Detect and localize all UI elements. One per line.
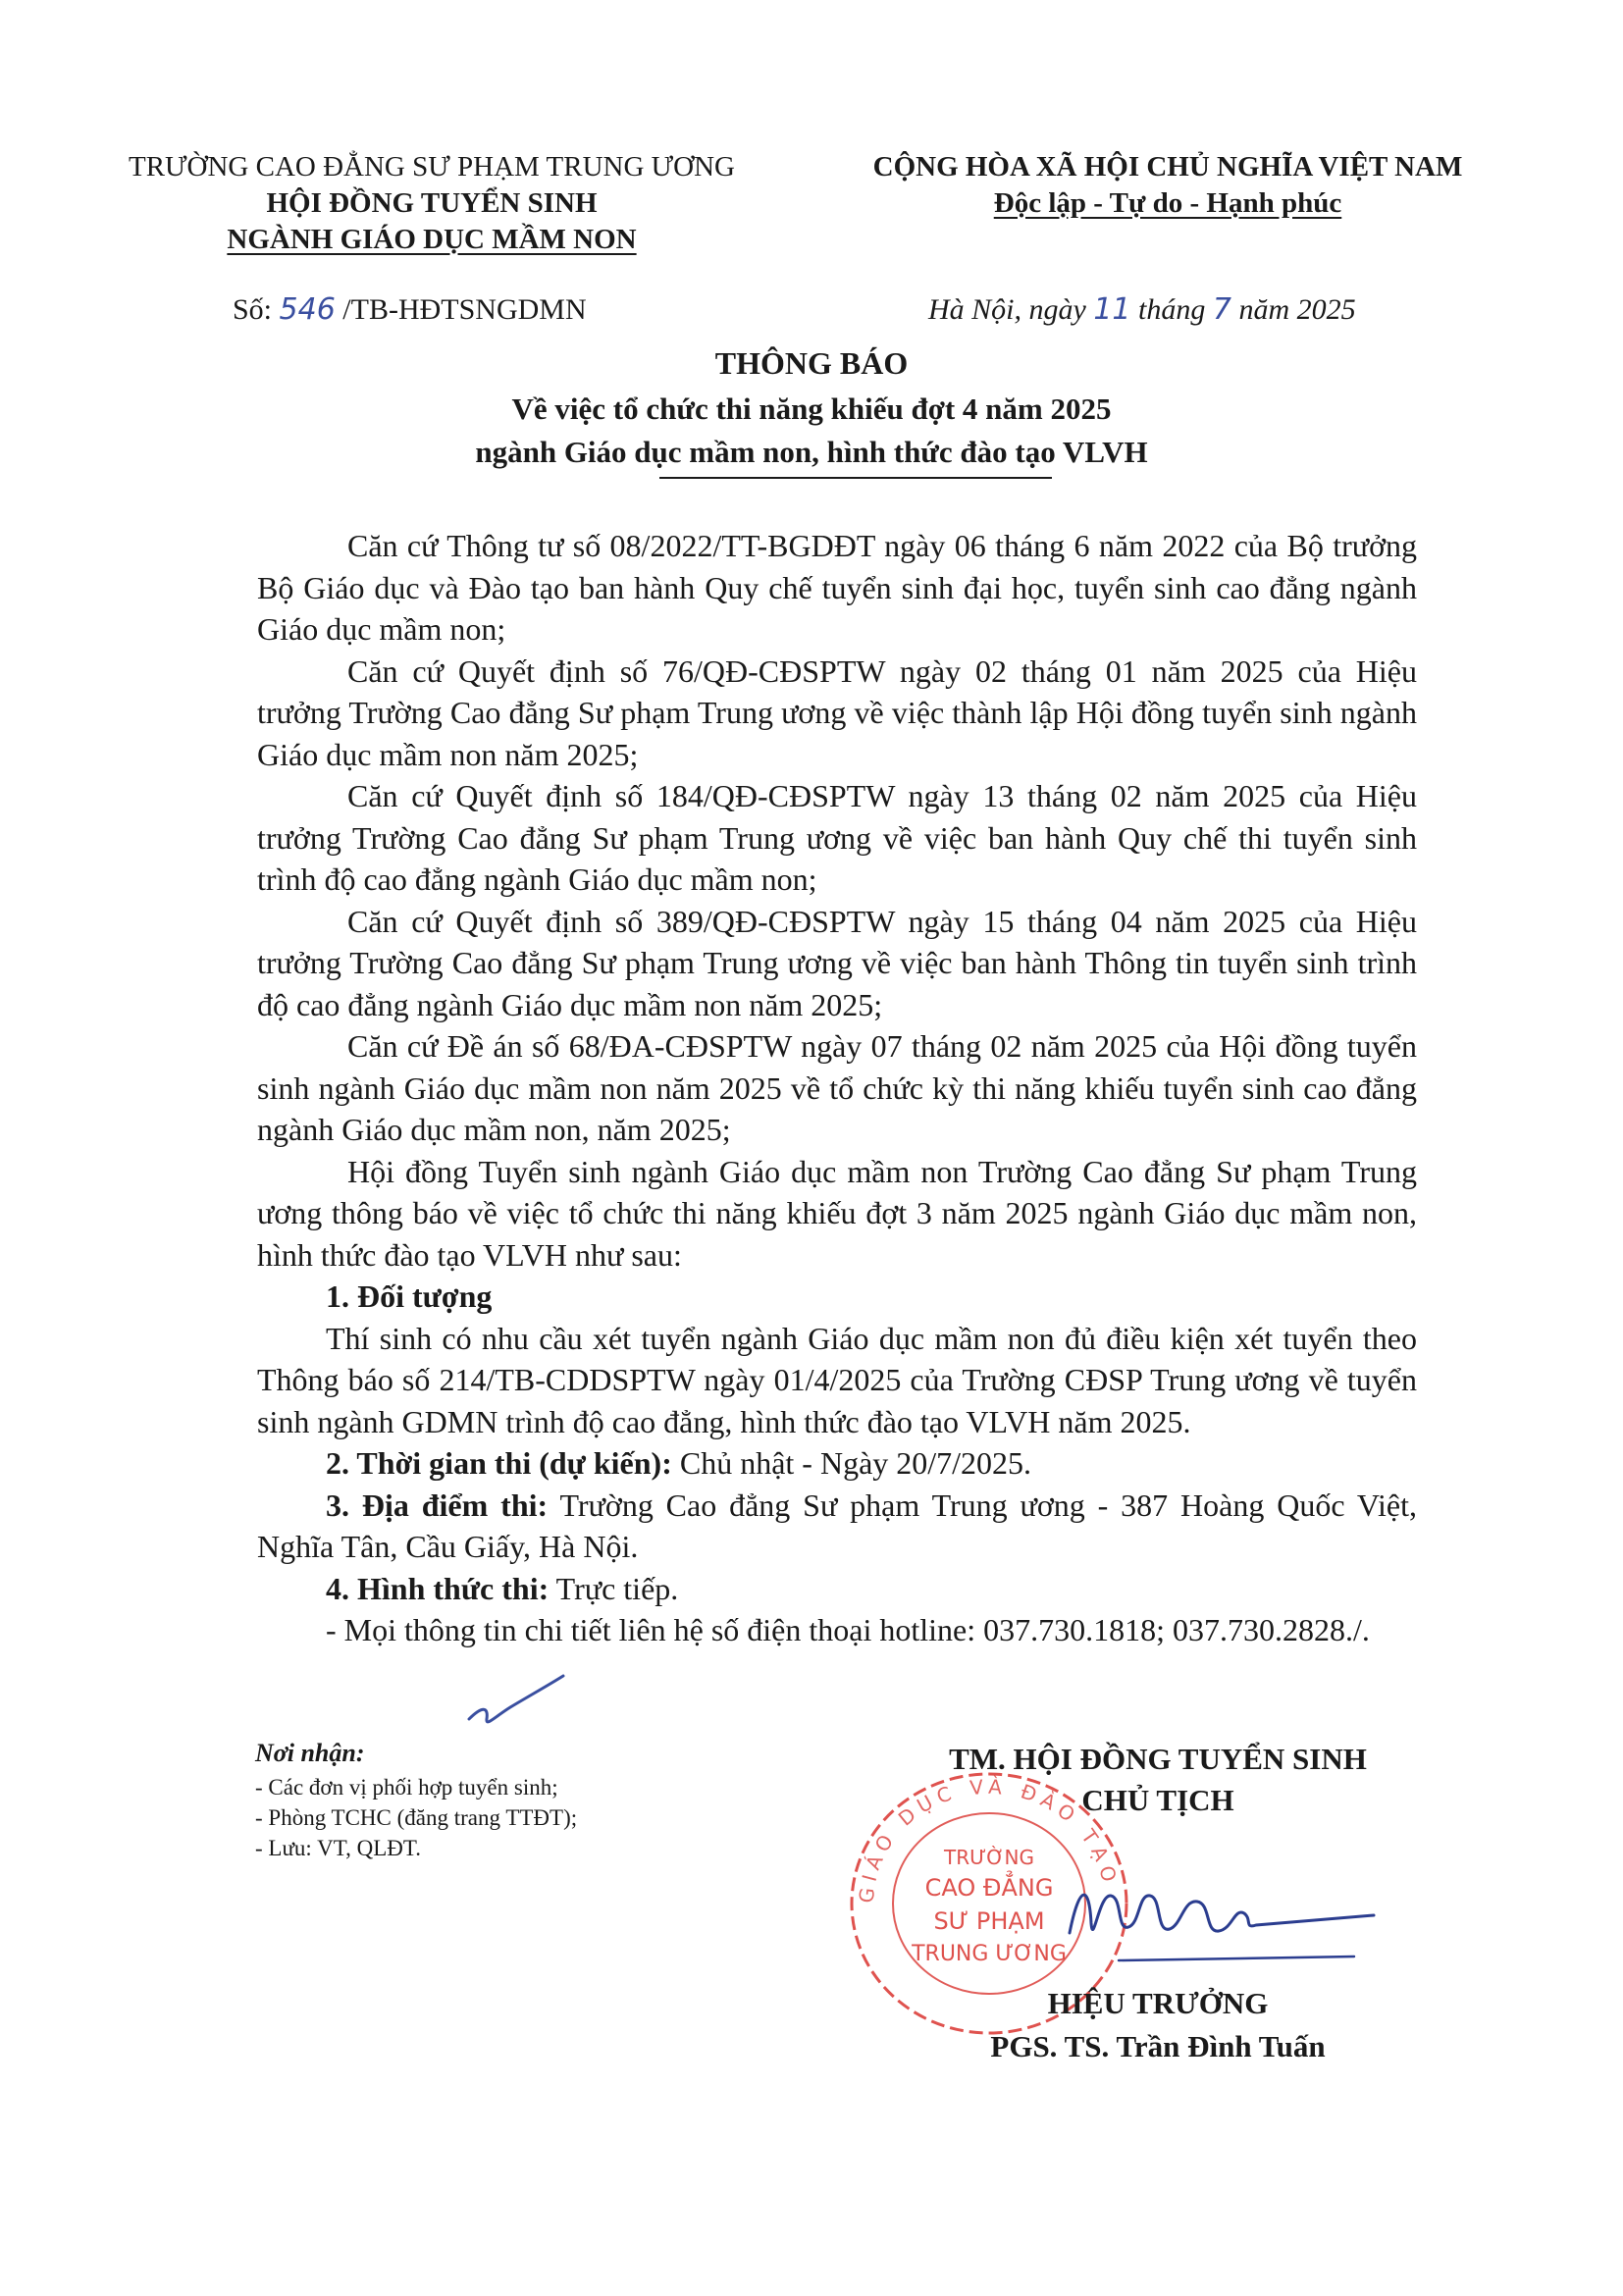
recipient-item: - Lưu: VT, QLĐT. — [255, 1836, 421, 1860]
notice-subtitle: Về việc tổ chức thi năng khiếu đợt 4 năm 2025 ngành Giáo dục mầm non, hình thức đào tạo VLVH — [475, 391, 1148, 469]
department-name: NGÀNH GIÁO DỤC MẦM NON — [227, 224, 637, 255]
check-mark-icon — [461, 1668, 569, 1737]
handwritten-month: 7 — [1212, 292, 1231, 327]
national-motto: Độc lập - Tự do - Hạnh phúc — [993, 187, 1342, 219]
signature-icon — [1060, 1854, 1384, 1972]
legal-basis-1: Căn cứ Thông tư số 08/2022/TT-BGDĐT ngày 06 tháng 6 năm 2022 của Bộ trưởng Bộ Giáo dục và Đào tạo ban hành Quy chế tuyển sinh đại học, tuyển sinh cao đẳng ngành Giáo dục mầm non; — [257, 528, 1417, 647]
header-left — [98, 149, 765, 258]
legal-basis-4: Căn cứ Quyết định số 389/QĐ-CĐSPTW ngày 15 tháng 04 năm 2025 của Hiệu trưởng Trường Cao đẳng Sư phạm Trung ương về việc ban hành Thông tin tuyển sinh trình độ cao đẳng ngành Giáo dục mầm non năm 2025; — [257, 903, 1417, 1022]
signature-position: CHỦ TỊCH — [1081, 1783, 1234, 1817]
svg-text:SƯ PHẠM: SƯ PHẠM — [933, 1907, 1045, 1935]
svg-text:TRUNG ƯƠNG: TRUNG ƯƠNG — [912, 1942, 1067, 1966]
signer-title: HIỆU TRƯỞNG — [1047, 1986, 1269, 2020]
announcement-intro: Hội đồng Tuyển sinh ngành Giáo dục mầm non Trường Cao đẳng Sư phạm Trung ương thông báo về việc tổ chức thi năng khiếu đợt 3 năm 2025 ngành Giáo dục mầm non, hình thức đào tạo VLVH như sau: — [257, 1153, 1417, 1273]
council-name: HỘI ĐỒNG TUYỂN SINH — [266, 187, 598, 219]
signer-block — [814, 1982, 1501, 2068]
title-underline — [659, 477, 1052, 479]
signer-name: PGS. TS. Trần Đình Tuấn — [990, 2029, 1326, 2063]
recipients — [255, 1739, 577, 1863]
document-date: Hà Nội, ngày 11 tháng 7 năm 2025 — [928, 292, 1356, 327]
recipient-item: - Phòng TCHC (đăng trang TTĐT); — [255, 1805, 578, 1830]
handwritten-number: 546 — [279, 292, 336, 327]
legal-basis-5: Căn cứ Đề án số 68/ĐA-CĐSPTW ngày 07 tháng 02 năm 2025 của Hội đồng tuyển sinh ngành Giáo dục mầm non năm 2025 về tổ chức kỳ thi năng khiếu tuyển sinh cao đẳng ngành Giáo dục mầm non, năm 2025; — [257, 1028, 1417, 1147]
document-number: Số: 546 /TB-HĐTSNGDMN — [233, 292, 587, 327]
section-1-heading: 1. Đối tượng — [326, 1278, 493, 1314]
legal-basis-3: Căn cứ Quyết định số 184/QĐ-CĐSPTW ngày 13 tháng 02 năm 2025 của Hiệu trưởng Trường Cao đẳng Sư phạm Trung ương về việc ban hành Quy chế thi tuyển sinh trình độ cao đẳng ngành Giáo dục mầm non; — [257, 778, 1417, 897]
signature-council: TM. HỘI ĐỒNG TUYỂN SINH — [949, 1742, 1367, 1776]
section-2: 2. Thời gian thi (dự kiến): Chủ nhật - Ngày 20/7/2025. — [326, 1445, 1032, 1481]
section-4: 4. Hình thức thi: Trực tiếp. — [326, 1570, 679, 1606]
recipients-heading: Nơi nhận: — [255, 1739, 365, 1767]
notice-body — [257, 525, 1417, 1651]
section-1-text: Thí sinh có nhu cầu xét tuyển ngành Giáo dục mầm non đủ điều kiện xét tuyển theo Thông báo số 214/TB-CDDSPTW ngày 01/4/2025 của Trường CĐSP Trung ương về tuyển sinh ngành GDMN trình độ cao đẳng, hình thức đào tạo VLVH năm 2025. — [257, 1320, 1417, 1439]
svg-text:CAO ĐẲNG: CAO ĐẲNG — [924, 1874, 1054, 1902]
national-title: CỘNG HÒA XÃ HỘI CHỦ NGHĨA VIỆT NAM — [872, 151, 1463, 183]
recipient-item: - Các đơn vị phối hợp tuyển sinh; — [255, 1775, 558, 1800]
svg-text:TRƯỜNG: TRƯỜNG — [944, 1846, 1034, 1869]
handwritten-day: 11 — [1093, 292, 1131, 327]
contact-line: - Mọi thông tin chi tiết liên hệ số điện thoại hotline: 037.730.1818; 037.730.2828./. — [326, 1612, 1370, 1647]
school-name: TRƯỜNG CAO ĐẲNG SƯ PHẠM TRUNG ƯƠNG — [128, 151, 735, 183]
section-3: 3. Địa điểm thi: Trường Cao đẳng Sư phạm Trung ương - 387 Hoàng Quốc Việt, Nghĩa Tân, Cầu Giấy, Hà Nội. — [257, 1487, 1418, 1564]
notice-title: THÔNG BÁO — [714, 345, 909, 381]
header-right — [834, 149, 1501, 222]
legal-basis-2: Căn cứ Quyết định số 76/QĐ-CĐSPTW ngày 02 tháng 01 năm 2025 của Hiệu trưởng Trường Cao đẳng Sư phạm Trung ương về việc thành lập Hội đồng tuyển sinh ngành Giáo dục mầm non năm 2025; — [257, 652, 1417, 772]
svg-text:GIÁO DỤC VÀ ĐÀO TẠO: GIÁO DỤC VÀ ĐÀO TẠO — [854, 1774, 1123, 1905]
